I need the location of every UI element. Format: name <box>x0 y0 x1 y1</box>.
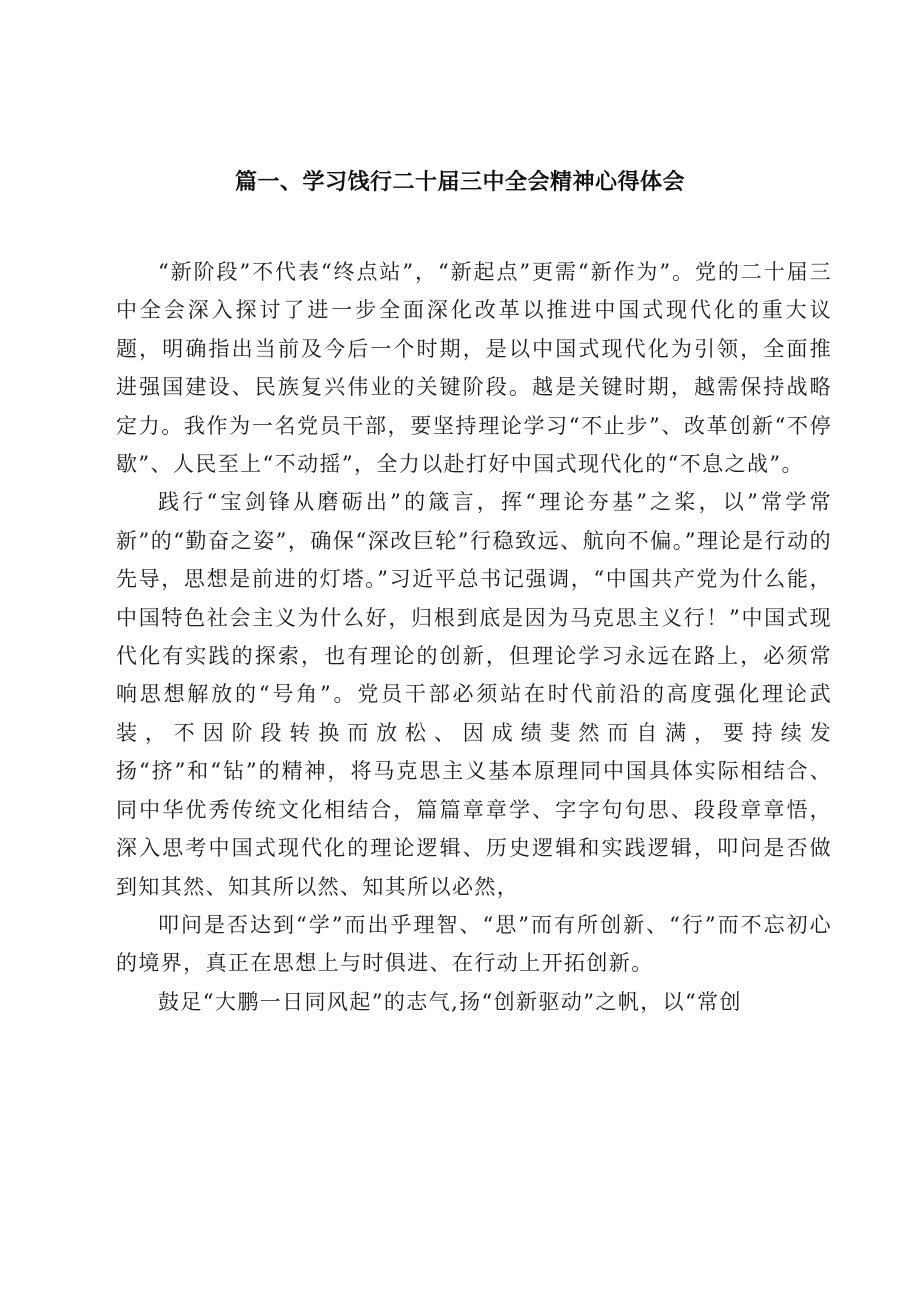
document-body <box>116 253 832 1021</box>
paragraph-1: “新阶段”不代表“终点站”，“新起点”更需“新作为”。党的二十届三中全会深入探讨了进一步全面深化改革以推进中国式现代化的重大议题，明确指出当前及今后一个时期，是以中国式现代化为引领，全面推进强国建设、民族复兴伟业的关键阶段。越是关键时期，越需保持战略定力。我作为一名党员干部，要坚持理论学习“不止步”、改革创新“不停歇”、人民至上“不动摇”，全力以赴打好中国式现代化的“不息之战”。 <box>116 260 832 477</box>
paragraph-3: 叩问是否达到“学”而出乎理智、“思”而有所创新、“行”而不忘初心的境界，真正在思想上与时俱进、在行动上开拓创新。 <box>116 912 832 976</box>
paragraph-2: 践行“宝剑锋从磨砺出”的箴言，挥“理论夯基”之桨，以”常学常新”的“勤奋之姿”，确保“深改巨轮”行稳致远、航向不偏。”理论是行动的先导，思想是前进的灯塔。”习近平总书记强调，“中国共产党为什么能，中国特色社会主义为什么好，归根到底是因为马克思主义行！”中国式现代化有实践的探索，也有理论的创新，但理论学习永远在路上，必须常响思想解放的“号角”。党员干部必须站在时代前沿的高度强化理论武装，不因阶段转换而放松、因成绩斐然而自满，要持续发扬“挤”和“钻”的精神，将马克思主义基本原理同中国具体实际相结合、同中华优秀传统文化相结合，篇篇章章学、字字句句思、段段章章悟，深入思考中国式现代化的理论逻辑、历史逻辑和实践逻辑，叩问是否做到知其然、知其所以然、知其所以必然， <box>116 490 832 899</box>
paragraph-4: 鼓足“大鹏一日同风起”的志气,扬“创新驱动”之帆，以“常创 <box>158 989 742 1014</box>
document-title: 篇一、学习饯行二十届三中全会精神心得体会 <box>234 170 685 195</box>
